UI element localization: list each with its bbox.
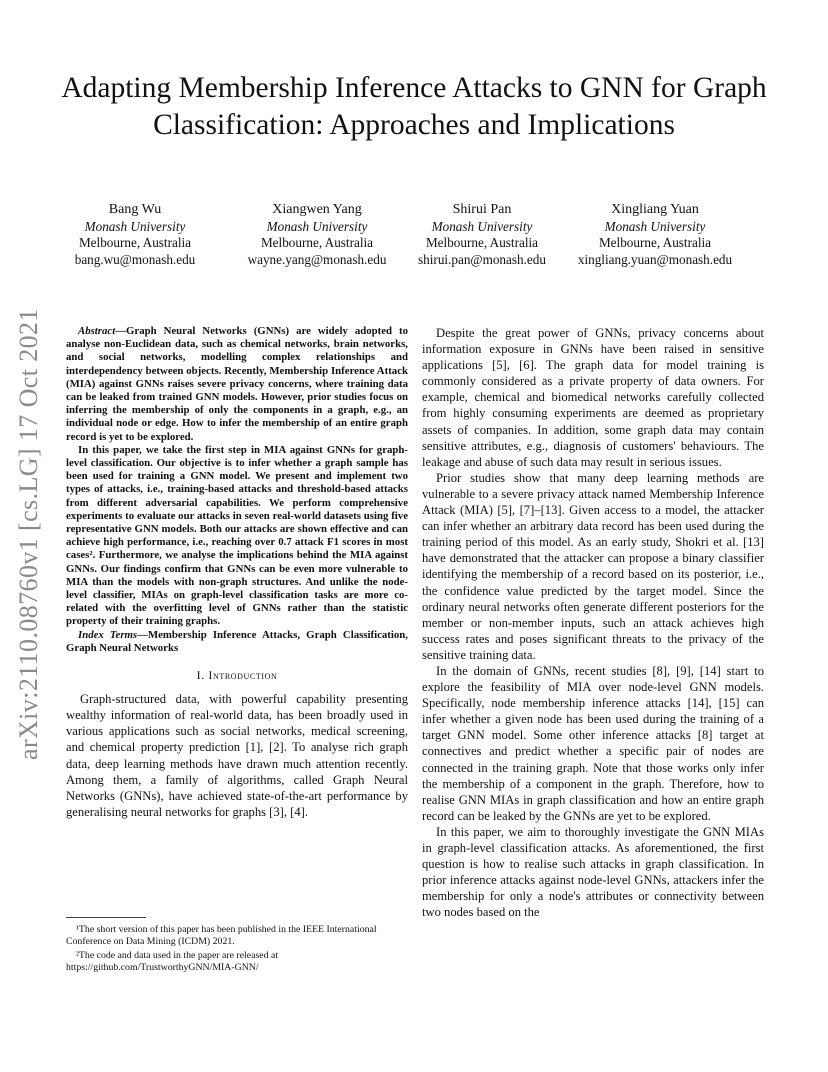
- abstract-label: Abstract: [78, 325, 116, 337]
- footnote-1: ¹The short version of this paper has been published in the IEEE International Conference on Data Mining (ICDM) 2021.: [66, 924, 377, 947]
- paper-title: Adapting Membership Inference Attacks to GNN for Graph Classification: Approaches and Implications: [61, 72, 767, 141]
- author-affiliation: Monash University: [604, 218, 706, 234]
- body-paragraph-2: Prior studies show that many deep learning methods are vulnerable to a severe privacy attack named Membership Inference Attack (MIA) [5], [7]–[13]. Given access to a model, the attacker can infer whether an arbitrary data record has been used during the training period of this model. As an early study, Shokri et al. [13] have demonstrated that the attacker can propose a binary classifier identifying the membership of a record based on its posterior, i.e., the confidence value predicted by the target model. Since the ordinary neural networks often generate different posteriors for the member or non-member inputs, such an attack achieves high success rates and poses significant threats to the privacy of the sensitive training data.: [422, 470, 764, 662]
- author-location: Melbourne, Australia: [78, 235, 192, 251]
- footnotes: [66, 917, 408, 976]
- author-name: Xiangwen Yang: [272, 202, 362, 217]
- author-email: bang.wu@monash.edu: [74, 251, 196, 267]
- abstract-text-1: Graph Neural Networks (GNNs) are widely adopted to analyse non-Euclidean data, such as chemical networks, brain networks, and social networks, modelling complex relationships and interdependency between objects. Recently, Membership Inference Attack (MIA) against GNNs raises severe privacy concerns, where training data can be leaked from trained GNN models. However, prior studies focus on inferring the membership of only the components in a graph, e.g., an individual node or edge. How to infer the membership of an entire graph record is yet to be explored.: [66, 325, 408, 443]
- arxiv-identifier-stamp: arXiv:2110.08760v1 [cs.LG] 17 Oct 2021: [14, 308, 43, 760]
- author-4: [555, 202, 755, 268]
- section-title: Introduction: [208, 668, 278, 683]
- index-terms: Index Terms—Membership Inference Attacks, Graph Classification, Graph Neural Networks: [66, 628, 408, 654]
- author-3: [382, 202, 582, 268]
- author-name: Shirui Pan: [452, 202, 512, 217]
- right-column: [422, 325, 764, 920]
- author-affiliation: Monash University: [84, 218, 186, 234]
- section-number: I.: [196, 668, 205, 683]
- body-paragraph-1: Despite the great power of GNNs, privacy concerns about information exposure in GNNs have been raised in sensitive applications [5], [6]. The graph data for model training is commonly considered as a private property of data owners. For example, chemical and biomedical networks carefully collected from highly consuming experiments are deemed as proprietary assets of companies. In addition, some graph data may contain sensitive attributes, e.g., diagnosis of customers' behaviours. The leakage and abuse of such data may result in serious issues.: [422, 326, 764, 469]
- author-1: [35, 202, 235, 268]
- abstract-paragraph-1: Abstract—Graph Neural Networks (GNNs) are widely adopted to analyse non-Euclidean data, such as chemical networks, brain networks, and social networks, modelling complex relationships and interdependency between objects. Recently, Membership Inference Attack (MIA) against GNNs raises severe privacy concerns, where training data can be leaked from trained GNN models. However, prior studies focus on inferring the membership of only the components in a graph, e.g., an individual node or edge. How to infer the membership of an entire graph record is yet to be explored.: [66, 325, 408, 443]
- intro-paragraph: Graph-structured data, with powerful capability presenting wealthy information of real-world data, has been broadly used in various applications such as social networks, medical screening, and chemical property prediction [1], [2]. To analyse rich graph data, deep learning methods have drawn much attention recently. Among them, a family of algorithms, called Graph Neural Networks (GNNs), have achieved state-of-the-art performance by generalising neural networks for graphs [3], [4].: [66, 692, 408, 819]
- author-affiliation: Monash University: [431, 218, 533, 234]
- abstract-paragraph-2: In this paper, we take the first step in MIA against GNNs for graph-level classification. Our objective is to infer whether a graph sample has been used for training a GNN model. We present and implement two types of attacks, i.e., training-based attacks and threshold-based attacks from different adversarial capabilities. We perform comprehensive experiments to evaluate our attacks in seven real-world datasets using five representative GNN models. Both our attacks are shown effective and can achieve high performance, i.e., reaching over 0.7 attack F1 scores in most cases². Furthermore, we analyse the implications behind the MIA against GNNs. Our findings confirm that GNNs can be even more vulnerable to MIA than the models with non-graph structures. And unlike the node-level classifier, MIAs on graph-level classification tasks are more co-related with the overfitting level of GNNs rather than the statistic property of their training graphs.: [66, 443, 408, 628]
- author-email: shirui.pan@monash.edu: [418, 251, 546, 267]
- footnote-rule: [66, 917, 146, 918]
- author-name: Xingliang Yuan: [611, 202, 699, 217]
- author-email: xingliang.yuan@monash.edu: [577, 251, 733, 267]
- section-heading: [66, 667, 408, 683]
- author-location: Melbourne, Australia: [260, 235, 374, 251]
- abstract: [66, 325, 408, 655]
- left-column: [66, 325, 408, 820]
- index-terms-label: Index Terms: [78, 628, 138, 641]
- author-email: wayne.yang@monash.edu: [247, 251, 387, 267]
- author-name: Bang Wu: [108, 202, 162, 217]
- body-paragraph-4: In this paper, we aim to thoroughly investigate the GNN MIAs in graph-level classification attacks. As aforementioned, the first question is how to realise such attacks in graph classification. In prior inference attacks against node-level GNNs, attackers infer the membership for only a node's attributes or connectivity between two nodes based on the: [422, 824, 764, 920]
- index-terms-text: Membership Inference Attacks, Graph Classification, Graph Neural Networks: [66, 628, 408, 654]
- author-location: Melbourne, Australia: [598, 235, 712, 251]
- footnote-2: ²The code and data used in the paper are released at https://github.com/TrustworthyGNN/MIA-GNN/: [66, 950, 279, 973]
- author-affiliation: Monash University: [266, 218, 368, 234]
- author-location: Melbourne, Australia: [425, 235, 539, 251]
- body-paragraph-3: In the domain of GNNs, recent studies [8], [9], [14] start to explore the feasibility of MIA over node-level GNN models. Specifically, node membership inference attacks [14], [15] can infer whether a given node has been used during the training of a target GNN model. Some other inference attacks [8] target at connectives and predict whether a specific pair of nodes are connected in the training graph. Note that those works only infer the membership of a component in the graph. Therefore, how to realise GNN MIAs in graph classification and how an entire graph record can be leaked by the GNNs are yet to be explored.: [422, 663, 764, 823]
